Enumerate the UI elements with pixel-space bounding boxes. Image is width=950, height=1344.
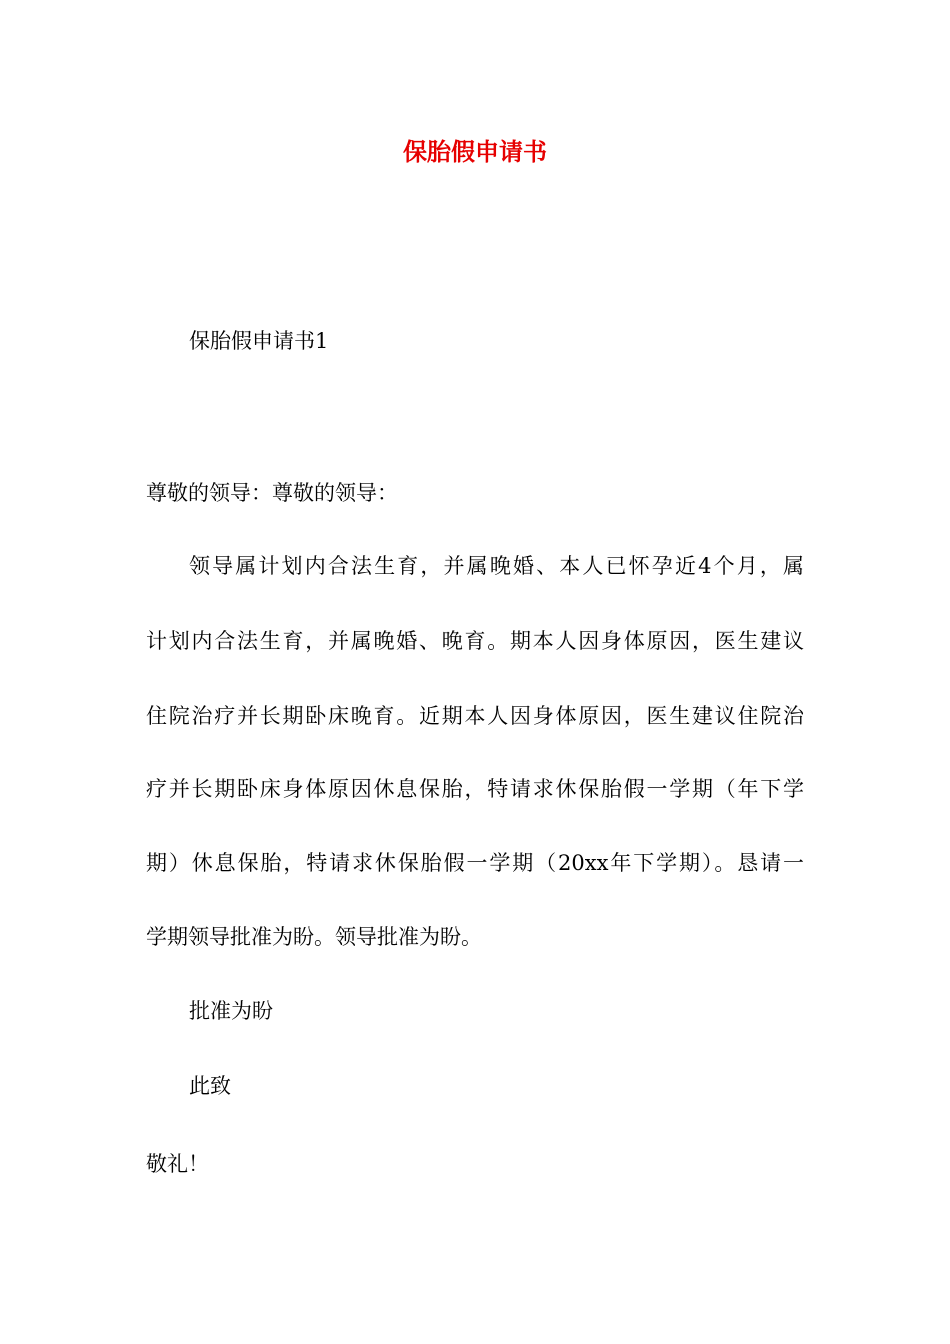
body-line-4: 疗并长期卧床身体原因休息保胎，特请求休保胎假一学期（年下学 bbox=[146, 777, 804, 801]
salutation: 尊敬的领导：尊敬的领导： bbox=[146, 481, 398, 505]
body-line-3: 住院治疗并长期卧床晚育。近期本人因身体原因，医生建议住院治 bbox=[146, 704, 804, 728]
document-title: 保胎假申请书 bbox=[403, 138, 547, 166]
section-heading: 保胎假申请书1 bbox=[189, 329, 329, 353]
body-line-1: 领导属计划内合法生育，并属晚婚、本人已怀孕近4个月，属 bbox=[189, 554, 804, 578]
closing-salute: 此致 bbox=[189, 1074, 231, 1098]
body-line-2: 计划内合法生育，并属晚婚、晚育。期本人因身体原因，医生建议 bbox=[146, 629, 804, 653]
body-line-5: 期）休息保胎，特请求休保胎假一学期（20xx年下学期）。恳请一 bbox=[146, 851, 804, 875]
closing-regards: 敬礼！ bbox=[146, 1152, 209, 1176]
closing-request: 批准为盼 bbox=[189, 999, 273, 1023]
body-line-6: 学期领导批准为盼。领导批准为盼。 bbox=[146, 925, 482, 949]
